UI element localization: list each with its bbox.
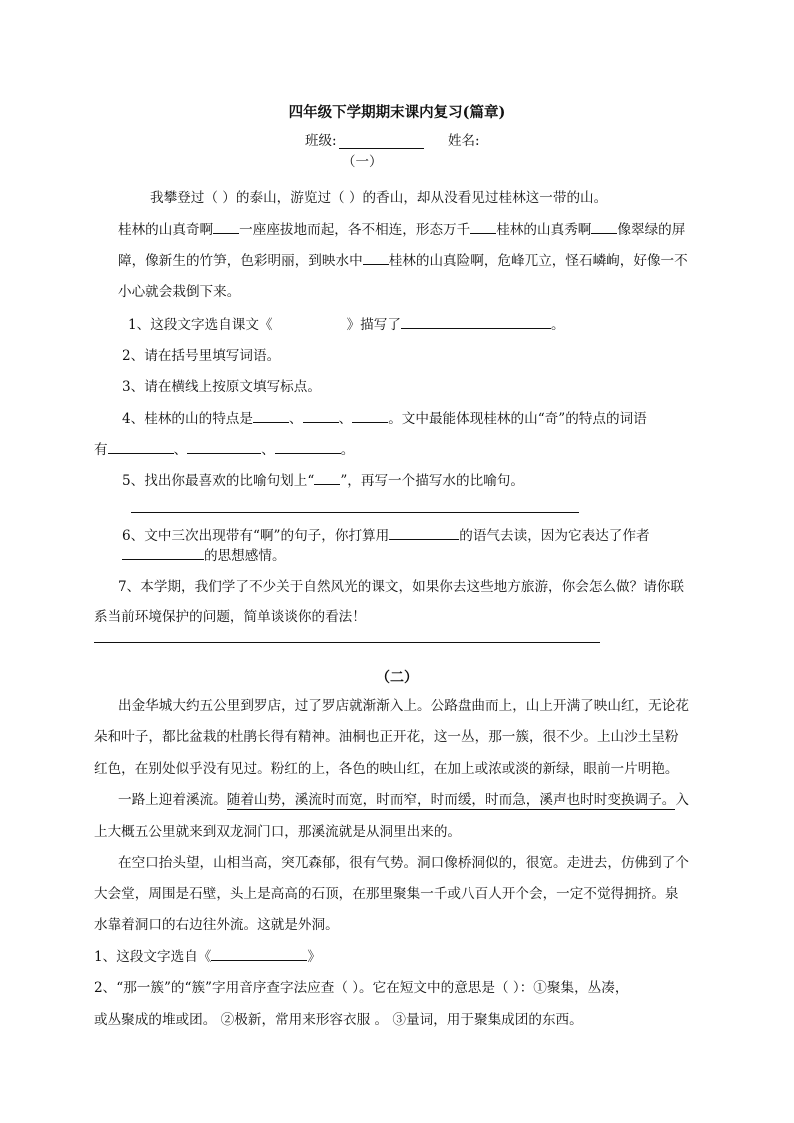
passage2-p3-line-2: 大会堂，周围是石壁，头上是高高的石顶，在那里聚集一千或八百人开个会，一定不觉得拥挤。泉 — [94, 886, 679, 902]
s1-question-3: 3、请在横线上按原文填写标点。 — [122, 379, 321, 395]
name-label: 姓名: — [448, 133, 480, 149]
passage1-line-1: 我攀登过（ ）的泰山，游览过（ ）的香山，却从没看见过桂林这一带的山。 — [150, 190, 608, 206]
q4-word-blank-3[interactable] — [275, 453, 341, 454]
s1-question-5: 5、找出你最喜欢的比喻句划上“ ”，再写一个描写水的比喻句。 — [122, 473, 524, 489]
q4-blank-3[interactable] — [352, 422, 388, 423]
punct-blank-2[interactable] — [470, 233, 496, 234]
s2-question-2-cont: 或丛聚成的堆或团。 ②极新，常用来形容衣服 。 ③量词，用于聚集成团的东西。 — [94, 1012, 583, 1028]
s1-question-4-cont: 有 、 、 。 — [94, 442, 355, 458]
passage1-line-2: 桂林的山真奇啊 一座座拔地而起，各不相连，形态万千 桂林的山真秀啊 像翠绿的屏 — [118, 222, 686, 238]
s1-question-6: 6、文中三次出现带有“啊”的句子，你打算用 的语气去读，因为它表达了作者 — [122, 528, 650, 544]
passage2-p1-line-2: 朵和叶子，都比盆栽的杜鹃长得有精神。油桐也正开花，这一丛，那一簇，很不少。上山沙土呈粉 — [94, 729, 679, 745]
punct-blank-1[interactable] — [213, 233, 239, 234]
q6-blank-2[interactable] — [122, 559, 204, 560]
punct-blank-4[interactable] — [363, 264, 389, 265]
q4-word-blank-2[interactable] — [187, 453, 261, 454]
class-label: 班级: — [305, 133, 337, 149]
s1-question-6-cont: 的思想感情。 — [122, 544, 286, 564]
passage1-line-3: 障，像新生的竹笋，色彩明丽，到映水中 桂林的山真险啊，危峰兀立，怪石嶙峋，好像一不 — [118, 253, 688, 269]
class-blank[interactable] — [339, 134, 424, 149]
s2-q1-blank[interactable] — [211, 960, 307, 961]
section1-heading: （一） — [342, 154, 383, 170]
section2-heading: （二） — [376, 670, 418, 686]
passage1-line-4: 小心就会栽倒下来。 — [118, 284, 241, 300]
s1-question-7: 7、本学期，我们学了不少关于自然风光的课文，如果你去这些地方旅游，你会怎么做？请你联 — [118, 579, 684, 595]
punct-blank-3[interactable] — [591, 233, 617, 234]
s1-question-7-cont: 系当前环境保护的问题，简单谈谈你的看法！ — [94, 609, 366, 625]
s2-question-1: 1、这段文字选自《 》 — [94, 949, 321, 965]
passage2-p3-line-3: 水靠着洞口的右边往外流。这就是外洞。 — [94, 917, 339, 933]
passage2-p1-line-1: 出金华城大约五公里到罗店，过了罗店就渐渐入上。公路盘曲而上，山上开满了映山红，无论花 — [118, 698, 689, 714]
q6-blank-1[interactable] — [389, 539, 459, 540]
s1-question-1: 1、这段文字选自课文《 》描写了 。 — [128, 317, 565, 333]
passage2-p1-line-3: 红色，在别处似乎没有见过。粉红的上，各色的映山红，在加上或浓或淡的新绿，眼前一片明艳。 — [94, 761, 679, 777]
q4-blank-1[interactable] — [253, 422, 289, 423]
underlined-sentence: 随着山势，溪流时而宽，时而窄，时而缓，时而急，溪声也时时变换调子。 — [226, 792, 676, 808]
q7-answer-line[interactable] — [94, 642, 600, 643]
s1-question-2: 2、请在括号里填写词语。 — [122, 348, 281, 364]
q4-word-blank-1[interactable] — [108, 453, 174, 454]
s1-question-4: 4、桂林的山的特点是 、 、 。文中最能体现桂林的山“奇”的特点的词语 — [122, 411, 647, 427]
passage2-p2-line-2: 上大概五公里就来到双龙洞门口，那溪流就是从洞里出来的。 — [94, 824, 462, 840]
q5-mark-blank — [314, 484, 340, 485]
q1-answer-blank[interactable] — [401, 328, 551, 329]
q4-blank-2[interactable] — [303, 422, 339, 423]
passage2-p2-line-1: 一路上迎着溪流。随着山势，溪流时而宽，时而窄，时而缓，时而急，溪声也时时变换调子。入 — [118, 792, 689, 808]
class-field — [305, 129, 424, 149]
page-title: 四年级下学期期末课内复习(篇章) — [288, 104, 506, 121]
q5-answer-line[interactable] — [131, 512, 579, 513]
passage2-p3-line-1: 在空口抬头望，山相当高，突兀森郁，很有气势。洞口像桥洞似的，很宽。走进去，仿佛到了个 — [118, 855, 689, 871]
s2-question-2: 2、“那一簇”的“簇”字用音序查字法应查（ ）。它在短文中的意思是（ ）：①聚集，丛凑， — [94, 980, 629, 996]
